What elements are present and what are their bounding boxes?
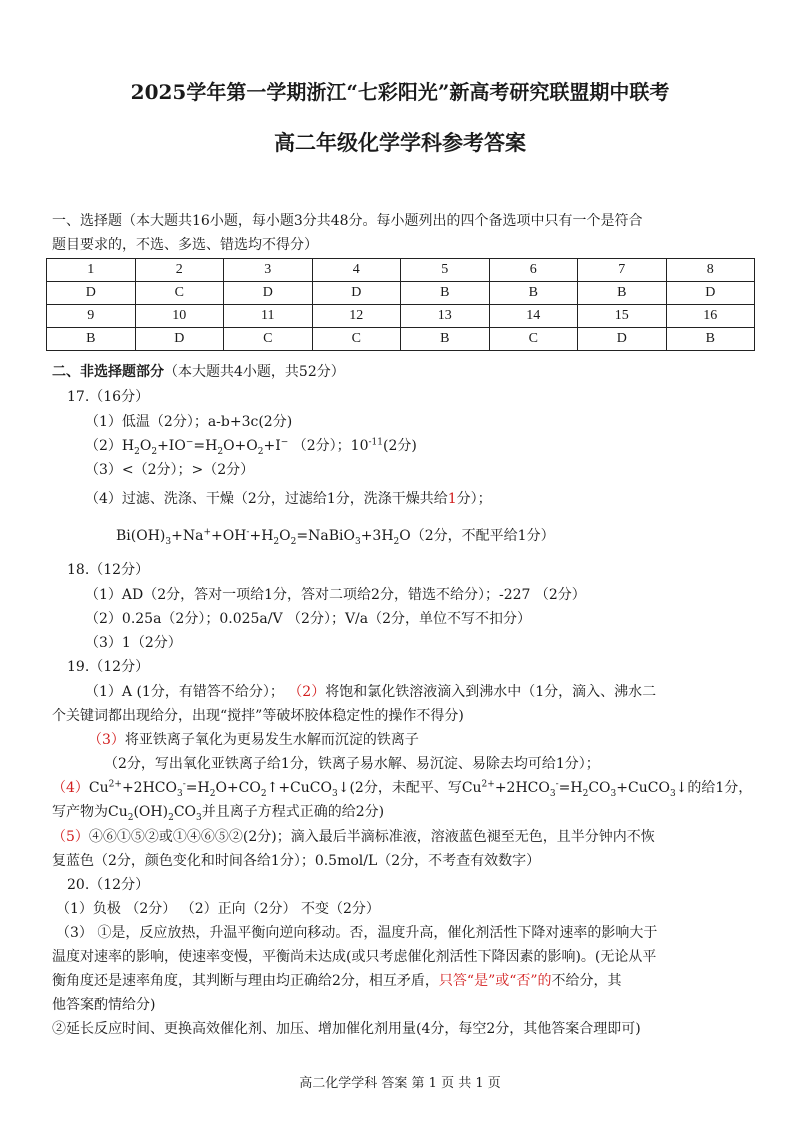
text-run: O: [279, 528, 291, 544]
text-run: ↓(2分，未配平、写Cu: [337, 780, 482, 796]
text-run: O+CO: [215, 780, 261, 796]
q20-part3-cont1: 温度对速率的影响，使速率变慢，平衡尚未达成(或只考虑催化剂活性下降因素的影响)。(无论从平: [52, 949, 657, 965]
table-cell: C: [312, 328, 401, 351]
table-cell: C: [489, 328, 578, 351]
table-cell: D: [135, 328, 224, 351]
text-run: 衡角度还是速率角度，其判断与理由均正确给2分，相互矛盾，: [52, 973, 439, 989]
table-cell: 1: [47, 259, 136, 282]
highlight-text: 1: [447, 491, 457, 507]
q19-part5-cont: 复蓝色（2分，颜色变化和时间各给1分）；0.5mol/L（2分，不考查有效数字）: [52, 853, 541, 869]
q19-part5: [52, 828, 655, 846]
table-cell: B: [47, 328, 136, 351]
highlight-text: （3）: [88, 732, 125, 748]
text-run: (OH): [133, 804, 169, 820]
table-cell: 3: [224, 259, 313, 282]
table-cell: B: [401, 328, 490, 351]
table-row: [47, 328, 755, 351]
table-cell: 11: [224, 305, 313, 328]
text-run: =H: [193, 438, 218, 454]
q19-part1: [85, 683, 656, 701]
table-cell: 2: [135, 259, 224, 282]
q19-part3: [88, 731, 419, 749]
q20-part1-2: （1）负极 （2分） （2）正向（2分） 不变（2分）: [56, 901, 380, 917]
text-run: O+O: [223, 438, 258, 454]
text-run: +Na: [171, 528, 204, 544]
q18-part3: （3）1（2分）: [85, 635, 182, 651]
text-run: +I: [263, 438, 281, 454]
q20-part3-cont2: [52, 972, 622, 990]
highlight-text: 只答“是”或“否”的: [438, 973, 552, 989]
text-run: 将亚铁离子氧化为更易发生水解而沉淀的铁离子: [124, 732, 419, 748]
section2-heading: [52, 363, 345, 381]
q20-part3: （3） ①是，反应放热，升温平衡向逆向移动。否，温度升高，催化剂活性下降对速率的影响大于: [56, 925, 658, 941]
table-row: [47, 282, 755, 305]
document-subtitle: 高二年级化学学科参考答案: [274, 130, 526, 155]
text-run: 写产物为Cu: [52, 804, 128, 820]
text-run: +IO: [157, 438, 186, 454]
table-cell: B: [489, 282, 578, 305]
table-cell: D: [224, 282, 313, 305]
text-run: =H: [185, 780, 210, 796]
text-run: CO: [588, 780, 611, 796]
q19-part4: $(4)Cu^{2+}+2HCO_3^-=H_2O+CO_2↑+CuCO_3↓(2$分，未配平、写$Cu^{2+}+2HCO_3^-=H_2CO_3+CuCO_3↓$的给1分，: [52, 779, 753, 799]
section2-heading-text: 二、非选择题部分: [52, 364, 164, 380]
text-run: O: [139, 438, 152, 454]
document-title: 2025学年第一学期浙江“七彩阳光”新高考研究联盟期中联考: [130, 80, 670, 104]
q17-part4: [85, 490, 492, 508]
text-run: （2分）；10: [292, 438, 369, 454]
table-cell: D: [312, 282, 401, 305]
table-cell: 9: [47, 305, 136, 328]
table-cell: 15: [578, 305, 667, 328]
text-run: +CuCO: [616, 780, 670, 796]
table-cell: 8: [666, 259, 755, 282]
q19-part4-cont: 写产物为$Cu_2(OH)_2CO_3$并且离子方程式正确的给2分): [52, 804, 385, 823]
text-run: （1）A (1分，有错答不给分）；: [85, 684, 284, 700]
table-row: [47, 305, 755, 328]
q18-label: 18.（12分）: [67, 562, 150, 578]
q17-label: 17.（16分）: [67, 389, 150, 405]
answer-table: [46, 258, 755, 351]
highlight-text: （2）: [288, 684, 326, 700]
text-run: =H: [558, 780, 583, 796]
table-cell: B: [666, 328, 755, 351]
table-cell: C: [224, 328, 313, 351]
q19-part3-note: （2分，写出氧化亚铁离子给1分，铁离子易水解、易沉淀、易除去均可给1分）；: [104, 756, 600, 772]
table-cell: 7: [578, 259, 667, 282]
highlight-text: （5）: [52, 829, 89, 845]
table-cell: D: [47, 282, 136, 305]
text-run: +3H: [360, 528, 394, 544]
q20-part3-item2: ②延长反应时间、更换高效催化剂、加压、增加催化剂用量(4分，每空2分，其他答案合理即可): [52, 1021, 641, 1037]
q17-part3: （3）<（2分）；>（2分）: [85, 462, 255, 478]
q20-part3-cont3: 他答案酌情给分): [52, 997, 156, 1013]
text-run: （2）H: [85, 438, 135, 454]
text-run: ④⑥①⑤②或①④⑥⑤②(2分)；滴入最后半滴标准液，溶液蓝色褪至无色，且半分钟内不恢: [88, 829, 655, 845]
table-cell: B: [578, 282, 667, 305]
q18-part1: （1）AD（2分，答对一项给1分，答对二项给2分，错选不给分）；-227 （2分）: [85, 587, 586, 603]
table-cell: D: [578, 328, 667, 351]
q17-part1: （1）低温（2分）；a-b+3c(2分): [85, 414, 293, 430]
text-run: O（2分，不配平给1分）: [399, 528, 555, 544]
section2-heading-note: （本大题共4小题，共52分）: [164, 364, 345, 380]
text-run: （4）过滤、洗涤、干燥（2分，过滤给1分，洗涤干燥共给: [85, 491, 448, 507]
table-cell: B: [401, 282, 490, 305]
table-row: [47, 259, 755, 282]
q19-part1-cont: 个关键词都出现给分，出现“搅拌”等破坏胶体稳定性的操作不得分): [52, 708, 464, 724]
table-cell: 14: [489, 305, 578, 328]
text-run: CO: [173, 804, 197, 820]
text-run: ↓的给1分，: [675, 780, 753, 796]
text-run: 将饱和氯化铁溶液滴入到沸水中（1分，滴入、沸水二: [325, 684, 657, 700]
text-run: ↑+CuCO: [266, 780, 332, 796]
q19-label: 19.（12分）: [67, 659, 150, 675]
text-run: +OH: [211, 528, 247, 544]
highlight-text: （4）: [52, 780, 89, 796]
text-run: Cu: [88, 780, 109, 796]
section1-intro-line1: 一、选择题（本大题共16小题，每小题3分共48分。每小题列出的四个备选项中只有一个是符合: [52, 213, 643, 229]
table-cell: 4: [312, 259, 401, 282]
table-cell: 10: [135, 305, 224, 328]
table-cell: 16: [666, 305, 755, 328]
q18-part2: （2）0.25a（2分）；0.025a/V （2分）；V/a（2分，单位不写不扣分）: [85, 611, 532, 627]
table-cell: 6: [489, 259, 578, 282]
text-run: Bi(OH): [116, 528, 166, 544]
text-run: 分）；: [456, 491, 492, 507]
text-run: =NaBiO: [296, 528, 355, 544]
text-run: +2HCO: [494, 780, 550, 796]
table-cell: C: [135, 282, 224, 305]
text-run: 并且离子方程式正确的给2分): [201, 804, 385, 820]
table-cell: 5: [401, 259, 490, 282]
q17-part2: $(2)H_2O_2+IO^-=H_2O+O_2+I^-$ （2分）；$10^{-11}(2$分): [85, 437, 417, 457]
text-run: 不给分，其: [551, 973, 622, 989]
section1-intro-line2: 题目要求的，不选、多选、错选均不得分）: [52, 237, 318, 253]
text-run: (2分): [382, 438, 417, 454]
text-run: +H: [249, 528, 274, 544]
table-cell: 13: [401, 305, 490, 328]
table-cell: 12: [312, 305, 401, 328]
page-footer: 高二化学学科 答案 第 1 页 共 1 页: [299, 1076, 501, 1091]
text-run: +2HCO: [121, 780, 177, 796]
table-cell: D: [666, 282, 755, 305]
q17-equation: $Bi(OH)_3+Na^++OH^-+H_2O_2=NaBiO_3+3H_2O(2$分，不配平给1分）: [116, 527, 555, 547]
q20-label: 20.（12分）: [67, 877, 150, 893]
